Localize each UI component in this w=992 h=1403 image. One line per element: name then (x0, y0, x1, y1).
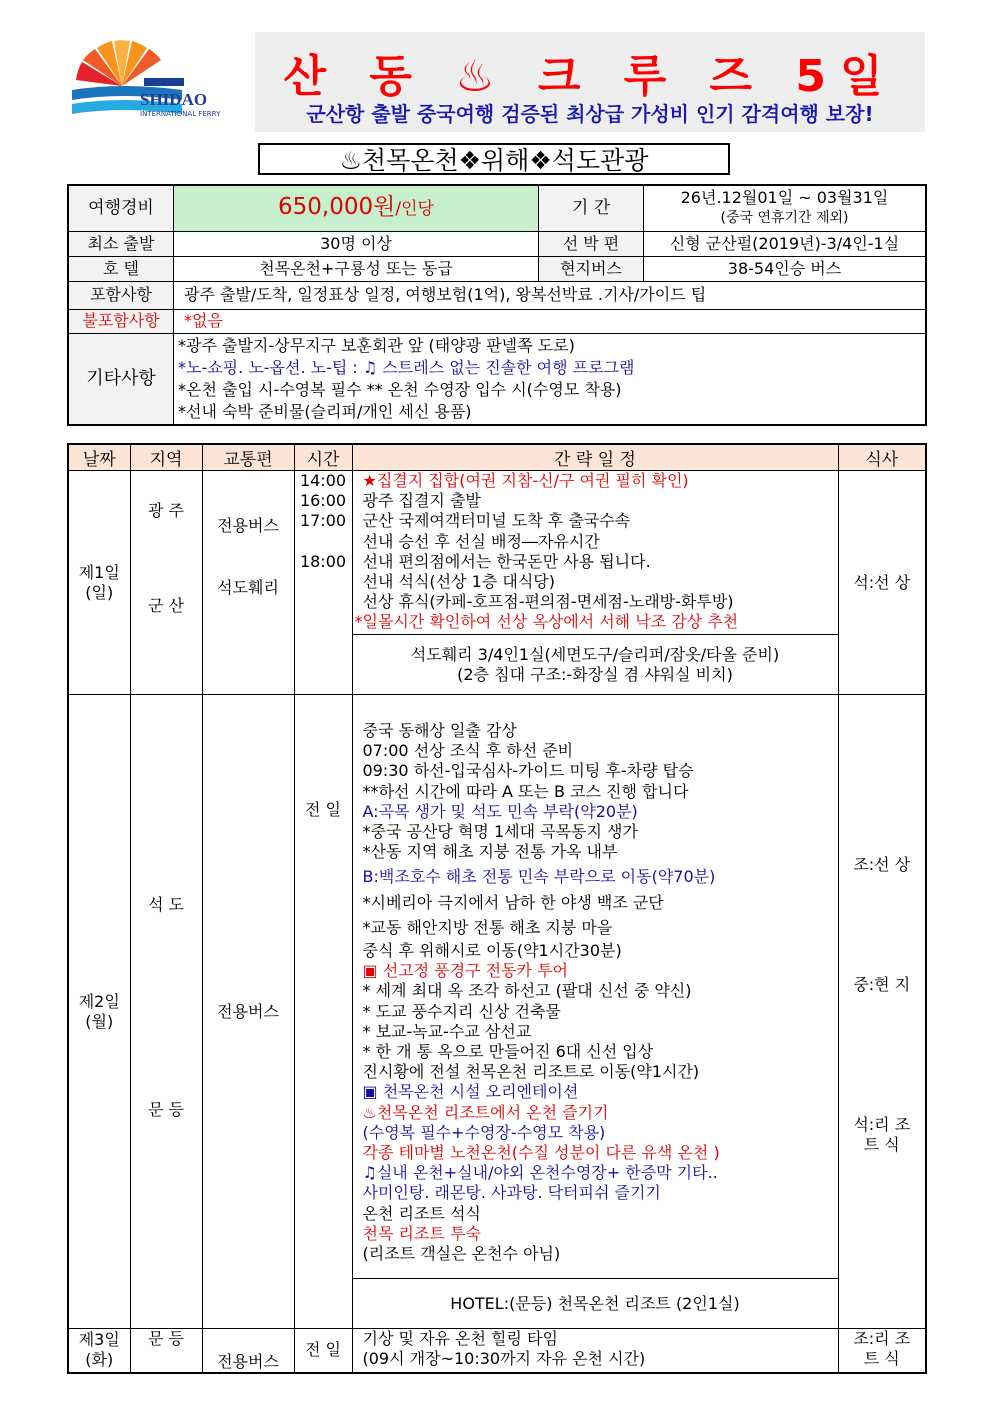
itinerary-line: 중식 후 위해시로 이동(약1시간30분) (362, 941, 622, 961)
incl-label: 포함사항 (68, 281, 174, 309)
itinerary-line: 각종 테마별 노천온천(수질 성분이 다른 유색 온천 ) (362, 1143, 720, 1163)
time-cell (299, 532, 348, 552)
itinerary-line: (수영복 필수+수영장-수영모 착용) (362, 1122, 606, 1142)
region-gwangju: 광 주 (148, 501, 184, 520)
day1-itinerary (352, 471, 838, 635)
time-cell: 14:00 (299, 471, 347, 490)
period-value: 26년.12월01일 ~ 03월31일 (680, 188, 889, 208)
itinerary-line: 선내 승선 후 선실 배정―자유시간 (362, 531, 600, 551)
logo-text: SHIDAO (140, 90, 208, 109)
itinerary-line: * 한 개 통 옥으로 만들어진 6대 신선 입상 (362, 1042, 654, 1062)
itinerary-line: 중국 동해상 일출 감상 (362, 721, 517, 740)
bus-value: 38-54인승 버스 (644, 256, 927, 281)
itinerary-line: *일몰시간 확인하여 선상 옥상에서 서해 낙조 감상 추천 (354, 612, 739, 632)
day1-times (294, 471, 352, 695)
etc-item: *온천 출입 시-수영복 필수 ** 온천 수영장 입수 시(수영모 착용) (178, 379, 622, 399)
itinerary-line: (09시 개장~10:30까지 자유 온천 시간) (362, 1349, 646, 1369)
period-note: (중국 연휴기간 제외) (720, 210, 849, 227)
tagline: 군산항 출발 중국여행 검증된 최상급 가성비 인기 감격여행 보장! (306, 102, 874, 126)
day2-date (68, 695, 130, 1329)
time-cell: 17:00 (299, 511, 347, 531)
col-meal: 식사 (838, 444, 926, 471)
itinerary-line: 군산 국제여객터미널 도착 후 출국수속 (362, 511, 631, 531)
excl-value: *없음 (174, 309, 927, 333)
itinerary-line: 09:30 하선-입국심사-가이드 미팅 후-차량 탑승 (362, 761, 694, 781)
meal-dinner-cont: 트 식 (863, 1135, 900, 1154)
day1-region (130, 471, 202, 695)
col-region: 지역 (130, 444, 202, 471)
itinerary-line: ▣ 천목온천 시설 오리엔테이션 (362, 1082, 579, 1102)
itinerary-line: 07:00 선상 조식 후 하선 준비 (362, 741, 574, 761)
period-label: 기 간 (539, 185, 644, 231)
day1-transport (202, 471, 294, 695)
itinerary-line: 선내 석식(선상 1층 대식당) (362, 572, 555, 592)
title-banner (255, 32, 925, 132)
hotel-label: 호 텔 (68, 256, 174, 281)
itinerary-line: 온천 리조트 석식 (362, 1203, 481, 1223)
etc-item: *광주 출발지-상무지구 보훈회관 앞 (태양광 판넬쪽 도로) (178, 335, 575, 355)
time-cell: 18:00 (299, 551, 347, 571)
cabin-line: 석도훼리 3/4인1실(세면도구/슬리퍼/잠옷/타올 준비) (410, 644, 780, 664)
itinerary-line: 천목 리조트 투숙 (362, 1223, 481, 1243)
day2-transport: 전용버스 (202, 695, 294, 1329)
etc-label: 기타사항 (68, 333, 174, 425)
region-gunsan: 군 산 (148, 596, 184, 615)
meal-breakfast: 조:선 상 (853, 855, 911, 874)
tour-subtitle: ♨천목온천❖위해❖석도관광 (258, 143, 730, 175)
ship-label: 선 박 편 (539, 231, 644, 256)
day1-date (68, 471, 130, 695)
etc-item: *노-쇼핑. 노-옵션. 노-팁 : ♫ 스트레스 없는 진솔한 여행 프로그램 (178, 357, 635, 377)
page-title: 산 동 ♨ 크 루 즈 5일 (283, 51, 897, 102)
itinerary-line: *중국 공산당 혁명 1세대 곡목동지 생가 (362, 822, 638, 842)
transport-bus: 전용버스 (217, 516, 279, 535)
day3-date (68, 1329, 130, 1373)
shidao-logo (70, 40, 230, 125)
region-wendeng: 문 등 (148, 1100, 184, 1119)
transport-ferry: 석도훼리 (217, 578, 279, 597)
itinerary-line: (리조트 객실은 온천수 아님) (362, 1244, 561, 1264)
col-transport: 교통편 (202, 444, 294, 471)
info-table (67, 184, 927, 426)
itinerary-line: * 도교 풍수지리 신상 건축물 (362, 1001, 561, 1021)
day2-meals (838, 695, 926, 1329)
meal-breakfast: 조:리 조 (853, 1329, 911, 1348)
col-itinerary: 간 략 일 정 (352, 444, 838, 471)
itinerary-line: ♨천목온천 리조트에서 온천 즐기기 (362, 1102, 609, 1122)
day3-meal (838, 1329, 926, 1373)
itinerary-line: *산동 지역 해초 지붕 전통 가옥 내부 (362, 842, 618, 862)
day2-itinerary (352, 695, 838, 1279)
day3-itinerary (352, 1329, 838, 1373)
itinerary-line: 진시황에 전설 천목온천 리조트로 이동(약1시간) (362, 1062, 700, 1082)
ship-value: 신형 군산펄(2019년)-3/4인-1실 (644, 231, 927, 256)
meal-breakfast-cont: 트 식 (863, 1349, 900, 1368)
cost-value: 650,000원 (278, 194, 396, 221)
time-cell: 16:00 (299, 491, 347, 511)
itinerary-line: 선상 휴식(카페-호프점-편의점-면세점-노래방-화투방) (362, 592, 734, 612)
itinerary-line: * 세계 최대 옥 조각 하선고 (팔대 신선 중 약신) (362, 981, 692, 1001)
day2-label: 제2일 (78, 991, 120, 1011)
day1-meal: 석:선 상 (838, 471, 926, 695)
etc-item: *선내 숙박 준비물(슬리퍼/개인 세신 용품) (178, 401, 472, 421)
itinerary-line: *교동 해안지방 전통 해초 지붕 마을 (362, 917, 613, 937)
incl-value: 광주 출발/도착, 일정표상 일정, 여행보험(1억), 왕복선박료 .기사/가이드 팁 (174, 281, 927, 309)
day2-time: 전 일 (294, 695, 352, 1329)
col-time: 시간 (294, 444, 352, 471)
itinerary-line: **하선 시간에 따라 A 또는 B 코스 진행 합니다 (362, 781, 689, 801)
schedule-table (67, 443, 927, 1374)
excl-label: 불포함사항 (68, 309, 174, 333)
day2-dow: (월) (85, 1011, 114, 1031)
itinerary-line: * 보교-녹교-수교 삼선교 (362, 1021, 532, 1041)
itinerary-line: 기상 및 자유 온천 힐링 타임 (362, 1329, 558, 1348)
itinerary-line: ▣ 선고정 풍경구 전동카 투어 (362, 961, 568, 981)
day3-label: 제3일 (78, 1330, 120, 1350)
cabin-line: (2층 침대 구조:-화장실 겸 샤워실 비치) (457, 664, 733, 684)
logo-subtext: INTERNATIONAL FERRY (140, 110, 221, 118)
meal-dinner: 석:리 조 (853, 1115, 911, 1134)
cost-label: 여행경비 (68, 185, 174, 231)
etc-list (174, 333, 927, 425)
day1-dow: (일) (85, 582, 114, 602)
itinerary-line: *시베리아 극지에서 남하 한 야생 백조 군단 (362, 892, 664, 912)
day3-region: 문 등 (130, 1329, 202, 1373)
bus-label: 현지버스 (539, 256, 644, 281)
day2-region (130, 695, 202, 1329)
min-label: 최소 출발 (68, 231, 174, 256)
day2-hotel: HOTEL:(문등) 천목온천 리조트 (2인1실) (352, 1279, 838, 1329)
itinerary-line: ♫실내 온천+실내/야외 온천수영장+ 한증막 기타.. (362, 1163, 718, 1183)
day1-cabin (352, 635, 838, 695)
min-value: 30명 이상 (174, 231, 539, 256)
day3-transport: 전용버스 (202, 1329, 294, 1373)
itinerary-line: 선내 편의점에서는 한국돈만 사용 됩니다. (362, 551, 651, 571)
meal-lunch: 중:현 지 (853, 975, 911, 994)
day1-label: 제1일 (78, 562, 120, 582)
cost-cell (174, 185, 539, 231)
itinerary-line: 사미인탕. 래몬탕. 사과탕. 닥터피쉬 즐기기 (362, 1183, 661, 1203)
col-date: 날짜 (68, 444, 130, 471)
itinerary-line: A:곡목 생가 및 석도 민속 부락(약20분) (362, 801, 638, 821)
itinerary-line: ★집결지 집합(여권 지참-신/구 여권 필히 확인) (362, 471, 689, 490)
cost-unit: /인당 (395, 199, 434, 220)
day3-time: 전 일 (294, 1329, 352, 1373)
day3-dow: (화) (85, 1350, 114, 1370)
itinerary-line: B:백조호수 해초 전통 민속 부락으로 이동(약70분) (362, 867, 716, 887)
period-cell (644, 185, 927, 231)
hotel-value: 천목온천+구룡성 또는 동급 (174, 256, 539, 281)
region-shidao: 석 도 (148, 895, 184, 914)
itinerary-line: 광주 집결지 출발 (362, 491, 481, 511)
